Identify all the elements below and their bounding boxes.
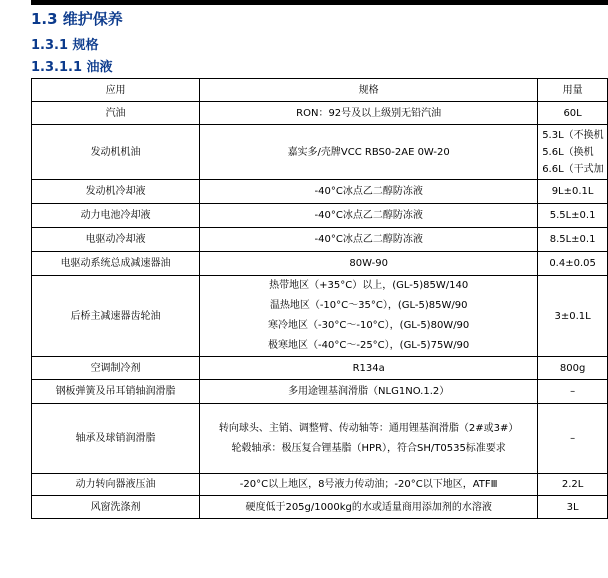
table-header-row <box>32 79 608 102</box>
spec-line: -40°C冰点乙二醇防冻液 <box>314 234 423 245</box>
cell-amount <box>538 276 608 357</box>
spec-line: R134a <box>352 362 385 374</box>
spec-line: -40°C冰点乙二醇防冻液 <box>314 210 423 221</box>
cell-amount <box>538 125 608 180</box>
table-row <box>32 496 608 519</box>
cell-spec <box>200 357 538 380</box>
header-spec: 规格 <box>200 79 538 102</box>
cell-application: 电驱动系统总成减速器油 <box>32 252 200 276</box>
cell-application: 钢板弹簧及吊耳销轴润滑脂 <box>32 380 200 404</box>
spec-line: 热带地区（+35°C）以上，(GL-5)85W/140 <box>269 280 469 291</box>
cell-application: 动力转向器液压油 <box>32 474 200 496</box>
spec-line: 极寒地区（-40°C～-25°C），(GL-5)75W/90 <box>268 340 470 351</box>
cell-spec <box>200 404 538 474</box>
amount-line: 9L±0.1L <box>551 186 594 197</box>
cell-amount <box>538 204 608 228</box>
cell-spec <box>200 204 538 228</box>
cell-spec <box>200 474 538 496</box>
cell-application: 发动机冷却液 <box>32 180 200 204</box>
cell-amount <box>538 380 608 404</box>
spec-line: 80W-90 <box>349 258 388 269</box>
amount-line: 3L <box>566 501 579 513</box>
table-row <box>32 102 608 125</box>
fluids-table <box>31 78 608 519</box>
amount-line: 3±0.1L <box>554 310 591 322</box>
spec-line: -20°C以上地区，8号液力传动油；-20°C以下地区，ATFⅢ <box>239 479 498 490</box>
cell-amount <box>538 228 608 252</box>
table-row <box>32 252 608 276</box>
table-row <box>32 404 608 474</box>
table-row <box>32 357 608 380</box>
spec-line: 温热地区（-10°C～35°C），(GL-5)85W/90 <box>269 300 468 311</box>
table-row <box>32 474 608 496</box>
section-heading: 1.3 维护保养 <box>31 10 123 28</box>
amount-line: – <box>570 433 576 444</box>
cell-spec <box>200 252 538 276</box>
cell-amount <box>538 357 608 380</box>
cell-application: 汽油 <box>32 102 200 125</box>
cell-spec <box>200 180 538 204</box>
spec-line: RON：92号及以上级别无铅汽油 <box>296 107 442 119</box>
spec-line: 转向球头、主销、调整臂、传动轴等：通用锂基润滑脂（2#或3#） <box>218 422 519 434</box>
cell-spec <box>200 228 538 252</box>
cell-application: 轴承及球销润滑脂 <box>32 404 200 474</box>
cell-spec <box>200 496 538 519</box>
cell-application: 电驱动冷却液 <box>32 228 200 252</box>
header-amount: 用量 <box>538 79 608 102</box>
spec-line: 寒冷地区（-30°C～-10°C），(GL-5)80W/90 <box>268 320 470 331</box>
cell-spec <box>200 125 538 180</box>
table-row <box>32 180 608 204</box>
cell-spec <box>200 276 538 357</box>
spec-line: -40°C冰点乙二醇防冻液 <box>314 186 423 197</box>
subsubsection-heading: 1.3.1.1 油液 <box>31 60 113 75</box>
spec-line: 嘉实多/壳牌VCC RBS0-2AE 0W-20 <box>287 146 450 158</box>
table-row <box>32 228 608 252</box>
spec-line: 多用途锂基润滑脂（NLG1NO.1.2） <box>288 386 450 397</box>
cell-application: 动力电池冷却液 <box>32 204 200 228</box>
amount-line: 5.3L（不换机 <box>542 129 604 141</box>
amount-line: 5.5L±0.1 <box>549 210 596 221</box>
cell-application: 后桥主减速器齿轮油 <box>32 276 200 357</box>
cell-application: 空调制冷剂 <box>32 357 200 380</box>
amount-line: – <box>570 386 576 397</box>
amount-line: 2.2L <box>561 479 584 490</box>
cell-amount <box>538 180 608 204</box>
amount-line: 6.6L（干式加 <box>542 163 604 175</box>
spec-line: 硬度低于205g/1000kg的水或适量商用添加剂的水溶液 <box>245 501 492 513</box>
cell-amount <box>538 404 608 474</box>
table-body <box>32 102 608 519</box>
table-row <box>32 276 608 357</box>
cell-application: 风窗洗涤剂 <box>32 496 200 519</box>
table-row <box>32 380 608 404</box>
top-rule <box>31 0 608 5</box>
amount-line: 8.5L±0.1 <box>549 234 596 245</box>
amount-line: 0.4±0.05 <box>549 258 596 269</box>
cell-amount <box>538 496 608 519</box>
amount-line: 800g <box>559 362 586 374</box>
cell-amount <box>538 252 608 276</box>
header-application: 应用 <box>32 79 200 102</box>
cell-amount <box>538 474 608 496</box>
cell-spec <box>200 380 538 404</box>
spec-line: 轮毂轴承：极压复合锂基脂（HPR），符合SH/T0535标准要求 <box>231 442 506 454</box>
table-row <box>32 125 608 180</box>
amount-line: 5.6L（换机 <box>542 146 594 158</box>
table-row <box>32 204 608 228</box>
cell-amount <box>538 102 608 125</box>
subsection-heading: 1.3.1 规格 <box>31 38 99 53</box>
cell-application: 发动机机油 <box>32 125 200 180</box>
cell-spec <box>200 102 538 125</box>
amount-line: 60L <box>563 107 582 119</box>
